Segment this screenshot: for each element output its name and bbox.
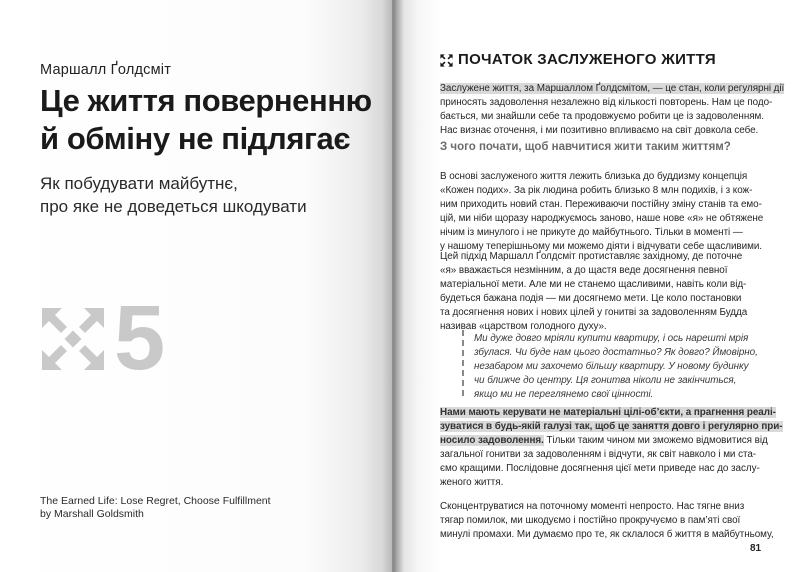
paragraph-line: Сконцентруватися на поточному моменті непросто. Нас тягне вниз (440, 501, 745, 512)
quote-line: Ми дуже довго мріяли купити квартиру, і ось нарешті мрія (474, 333, 749, 344)
intro-line (440, 82, 784, 96)
section-heading (440, 51, 770, 69)
paragraph-line: минулі промахи. Ми думаємо про те, як склалося б життя в майбутньому, (440, 529, 774, 540)
page-number: 81 (750, 543, 762, 554)
intro-line: приносять задоволення незалежно від кількості повторень. Нам це подо- (440, 97, 773, 108)
paragraph-line: тягар помилок, ми шкодуємо і постійно прокручуємо в пам’яті свої (440, 515, 741, 526)
paragraph-line: цій, ми ніби щоразу народжуємось заново, наше нове «я» не обтяжене (440, 213, 764, 224)
paragraph-line: ємо кращими. Послідовне досягнення цієї мети приведе нас до заслу- (440, 463, 760, 474)
paragraph-line: називав «царством голодного духу». (440, 321, 607, 332)
highlighted-text: Нами мають керувати не матеріальні цілі-об’єкти, а прагнення реалі- (440, 407, 776, 418)
quote-line: чи ближче до центру. Ця гонитва ніколи не закінчиться, (474, 375, 737, 386)
paragraph-line: нічим із минулого і не прикуте до майбутнього. Тільки в моменті — (440, 227, 743, 238)
paragraph-line (440, 406, 776, 420)
paragraph-line (440, 434, 768, 448)
paragraph-line: ним приходить новий стан. Переживаючи постійну зміну станів та емо- (440, 199, 762, 210)
book-subtitle (40, 172, 360, 218)
quote-line: збулася. Чи буде нам цього достатньо? Як довго? Ймовірно, (474, 347, 758, 358)
cross-arrows-icon (440, 54, 453, 67)
paragraph-line: матеріальної мети. Але ми не станемо щасливими, навіть коли від- (440, 279, 747, 290)
intro-line: Нас визнає оточення, і ми позитивно впливаємо на світ довкола себе. (440, 125, 759, 136)
left-page (0, 0, 392, 572)
book-title-line: й обміну не підлягає (40, 121, 351, 156)
book-spine (382, 0, 404, 572)
paragraph-line: Цей підхід Маршалл Ґолдсміт протиставляє західному, де поточне (440, 251, 743, 262)
paragraph-line (440, 420, 783, 434)
paragraph-line: загальної гонитви за задоволенням і відчути, як світ навколо і ми ста- (440, 449, 757, 460)
chapter-mark (40, 287, 240, 389)
highlighted-text: Заслужене життя, за Маршаллом Ґолдсмітом, — це стан, коли регулярні дії (440, 83, 785, 94)
paragraph-line: «Кожен подих». За рік людина робить близько 8 млн подихів, і з кож- (440, 185, 753, 196)
book-title (40, 82, 380, 158)
book-subtitle-line: Як побудувати майбутнє, (40, 174, 238, 193)
paragraph-text: Тільки таким чином ми зможемо відмовитися від (543, 435, 768, 446)
chapter-number: 5 (114, 287, 166, 389)
paragraph-line: В основі заслуженого життя лежить близька до буддизму концепція (440, 171, 748, 182)
original-title: The Earned Life: Lose Regret, Choose Fulfillment (40, 495, 271, 507)
section-title: ПОЧАТОК ЗАСЛУЖЕНОГО ЖИТТЯ (458, 51, 716, 68)
book-subtitle-line: про яке не доведеться шкодувати (40, 197, 307, 216)
highlighted-text: носило задоволення. (440, 435, 544, 446)
paragraph-line: «я» вважається незмінним, а до щастя веде досягнення певної (440, 265, 728, 276)
cross-arrows-icon (40, 306, 106, 372)
intro-line: бається, ми знайшли себе та продовжуємо робити це із задоволенням. (440, 111, 764, 122)
original-author: by Marshall Goldsmith (40, 508, 144, 520)
paragraph-line: у нашому теперішньому ми можемо діяти і відчувати себе щасливими. (440, 241, 762, 252)
highlighted-text: зуватися в будь-якій галузі так, щоб це заняття довго і регулярно при- (440, 421, 783, 432)
subheading: З чого почати, щоб навчитися жити таким життям? (440, 141, 731, 153)
paragraph-line: та досягнення нових і нових цілей у гонитві за задоволенням Будда (440, 307, 748, 318)
quote-marker (462, 330, 464, 396)
book-author: Маршалл Ґолдсміт (40, 62, 172, 78)
quote-line: якщо ми не переглянемо свої цінності. (474, 389, 654, 400)
book-title-line: Це життя поверненню (40, 83, 372, 118)
quote-line: незабаром ми захочемо більшу квартиру. У новому будинку (474, 361, 749, 372)
paragraph-line: будеться бажана подія — ми досягнемо мети. Це коло постановки (440, 293, 742, 304)
paragraph-line: женого життя. (440, 477, 504, 488)
